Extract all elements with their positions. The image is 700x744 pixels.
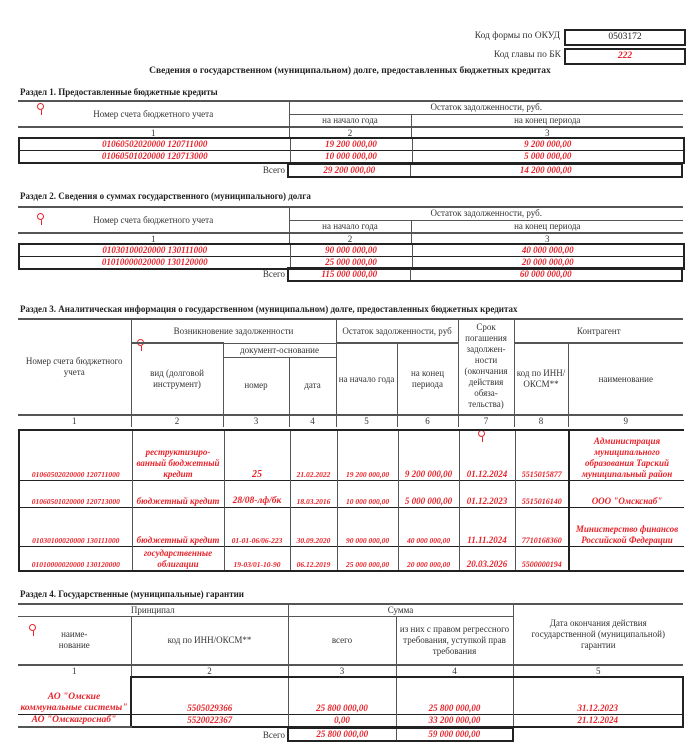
col-num: 1 xyxy=(18,233,289,245)
section4-data xyxy=(18,676,684,728)
section1-data xyxy=(18,137,685,164)
term-cell[interactable]: 01.12.2023 xyxy=(459,480,515,507)
col-num: 3 xyxy=(411,233,683,245)
col-num: 4 xyxy=(289,415,336,427)
table-row xyxy=(19,507,684,546)
end-date-cell[interactable]: 31.12.2023 xyxy=(513,677,683,714)
section1-total xyxy=(287,163,683,178)
col-account-header: Номер счета бюджетного учета xyxy=(18,101,289,127)
principal-name-cell[interactable]: АО "Омские коммунальные системы" xyxy=(20,691,128,713)
okud-label: Код формы по ОКУД xyxy=(474,31,560,41)
section3-data xyxy=(18,429,684,572)
end-cell[interactable]: 20 000 000,00 xyxy=(398,546,459,571)
col-date-header: дата xyxy=(289,357,336,415)
col-num: 2 xyxy=(289,127,411,139)
col-account-header: Номер счета бюджетного учета xyxy=(18,207,289,233)
section4-table xyxy=(18,603,683,677)
account-cell[interactable]: 01010000020000 130120000 xyxy=(101,257,208,267)
inn-cell[interactable]: 5500000194 xyxy=(515,546,569,571)
col-counterparty-header: Контрагент xyxy=(514,319,683,343)
account-cell[interactable]: 01060502020000 120711000 xyxy=(19,430,132,480)
table-row xyxy=(19,546,684,571)
end-cell[interactable]: 40 000 000,00 xyxy=(412,244,684,257)
col-num: 3 xyxy=(223,415,289,427)
start-cell[interactable]: 25 000 000,00 xyxy=(337,546,398,571)
end-cell[interactable]: 40 000 000,00 xyxy=(398,507,459,546)
col-num: 2 xyxy=(289,233,411,245)
col-num: 6 xyxy=(397,415,458,427)
total-label: Всего xyxy=(262,730,285,740)
okud-code-field[interactable]: 0503172 xyxy=(564,29,686,46)
section2-table xyxy=(18,206,683,245)
total-regress-cell[interactable]: 59 000 000,00 xyxy=(396,728,513,741)
table-row xyxy=(18,714,683,727)
total-cell[interactable]: 25 800 000,00 xyxy=(288,677,396,714)
total-label: Всего xyxy=(262,165,285,175)
end-cell[interactable]: 5 000 000,00 xyxy=(412,151,684,164)
term-cell[interactable]: 11.11.2024 xyxy=(459,507,515,546)
col-name-header: наименование xyxy=(568,343,683,415)
col-num: 2 xyxy=(131,665,288,677)
col-num: 3 xyxy=(411,127,683,139)
col-num: 1 xyxy=(18,415,131,427)
col-name-header: наиме-нование xyxy=(18,617,131,665)
number-cell[interactable]: 25 xyxy=(224,430,290,480)
total-label: Всего xyxy=(262,269,285,279)
start-cell[interactable]: 10 000 000,00 xyxy=(290,151,412,164)
type-cell[interactable]: реструктизиро-ванный бюджетный кредит xyxy=(132,430,224,480)
col-end-header: на конец периода xyxy=(397,343,458,415)
term-cell[interactable]: 01.12.2024 xyxy=(459,430,515,480)
end-cell[interactable]: 9 200 000,00 xyxy=(398,430,459,480)
col-regress-header: из них с правом регрессного требования, уступкой прав требования xyxy=(396,617,513,665)
account-cell[interactable]: 01060502020000 120711000 xyxy=(102,139,208,149)
col-inn-header: код по ИНН/ОКСМ** xyxy=(131,617,288,665)
number-cell[interactable]: 01-01-06/06-223 xyxy=(224,507,290,546)
section4-title: Раздел 4. Государственные (муниципальные) гарантии xyxy=(20,589,244,599)
col-end-header: на конец периода xyxy=(411,220,683,233)
start-cell[interactable]: 90 000 000,00 xyxy=(337,507,398,546)
account-cell[interactable]: 01030100020000 130111000 xyxy=(19,507,132,546)
total-start-cell[interactable]: 115 000 000,00 xyxy=(321,269,378,279)
account-cell[interactable]: 01010000020000 130120000 xyxy=(19,546,132,571)
table-row xyxy=(19,480,684,507)
col-num: 3 xyxy=(288,665,396,677)
col-inn-header: код по ИНН/ ОКСМ** xyxy=(514,343,568,415)
total-start-cell[interactable]: 29 200 000,00 xyxy=(323,165,376,175)
counterparty-cell[interactable] xyxy=(569,546,684,571)
counterparty-cell[interactable]: Министерство финансов Российской Федерации xyxy=(575,523,679,545)
col-num: 7 xyxy=(458,415,514,427)
end-date-cell[interactable]: 21.12.2024 xyxy=(513,714,683,727)
inn-cell[interactable]: 5515016140 xyxy=(515,480,569,507)
inn-cell[interactable]: 5505029366 xyxy=(131,677,288,714)
glava-code-field[interactable]: 222 xyxy=(564,48,686,65)
col-type-header: вид (долговой инструмент) xyxy=(131,343,223,415)
col-num: 8 xyxy=(514,415,568,427)
term-cell[interactable]: 20.03.2026 xyxy=(459,546,515,571)
end-cell[interactable]: 5 000 000,00 xyxy=(398,480,459,507)
col-total-header: всего xyxy=(288,617,396,665)
glava-label: Код главы по БК xyxy=(493,50,561,60)
section1-title: Раздел 1. Предоставленные бюджетные кредиты xyxy=(20,87,218,97)
col-doc-header: документ-основание xyxy=(223,343,336,357)
total-end-cell[interactable]: 14 200 000,00 xyxy=(410,164,682,177)
section2-title: Раздел 2. Сведения о суммах государственного (муниципального) долга xyxy=(20,191,311,201)
table-row xyxy=(19,138,684,151)
start-cell[interactable]: 19 200 000,00 xyxy=(290,138,412,151)
inn-cell[interactable]: 5515015877 xyxy=(515,430,569,480)
counterparty-cell[interactable]: Администрация муниципального образования Тарский муниципальный район xyxy=(581,435,673,479)
col-balance-header: Остаток задолженности, руб xyxy=(336,319,458,343)
col-start-header: на начало года xyxy=(289,220,411,233)
col-num: 9 xyxy=(568,415,683,427)
section2-total xyxy=(287,267,683,282)
type-cell[interactable]: бюджетный кредит xyxy=(132,480,224,507)
start-cell[interactable]: 25 000 000,00 xyxy=(290,257,412,270)
section1-table xyxy=(18,100,683,139)
number-cell[interactable]: 28/08-лф/бк xyxy=(224,480,290,507)
page-title: Сведения о государственном (муниципальном) долге, предоставленных бюджетных кредитах xyxy=(149,66,551,76)
col-start-header: на начало года xyxy=(289,114,411,127)
section2-data xyxy=(18,243,685,270)
regress-cell[interactable]: 25 800 000,00 xyxy=(396,677,513,714)
account-cell[interactable]: 01060501020000 120713000 xyxy=(101,151,208,161)
table-row xyxy=(19,151,684,164)
col-account-header: Номер счета бюджетного учета xyxy=(18,319,131,415)
table-row xyxy=(19,244,684,257)
date-cell[interactable]: 30.09.2020 xyxy=(290,507,337,546)
type-cell[interactable]: государственные облигации xyxy=(132,546,224,571)
end-cell[interactable]: 20 000 000,00 xyxy=(412,257,684,270)
account-cell[interactable]: 01060501020000 120713000 xyxy=(19,480,132,507)
col-num: 1 xyxy=(18,665,131,677)
end-cell[interactable]: 9 200 000,00 xyxy=(412,138,684,151)
col-term-header: Срок погашения задолжен-ности (окончания действия обяза-тельства) xyxy=(458,319,514,415)
col-number-header: номер xyxy=(223,357,289,415)
col-balance-header: Остаток задолженности, руб. xyxy=(289,207,683,220)
table-row xyxy=(19,430,684,480)
col-num: 5 xyxy=(513,665,683,677)
date-cell[interactable]: 06.12.2019 xyxy=(290,546,337,571)
account-cell[interactable]: 01030100020000 130111000 xyxy=(102,245,208,255)
col-sum-header: Сумма xyxy=(288,604,513,617)
start-cell[interactable]: 10 000 000,00 xyxy=(337,480,398,507)
col-start-header: на начало года xyxy=(336,343,397,415)
start-cell[interactable]: 19 200 000,00 xyxy=(337,430,398,480)
col-num: 4 xyxy=(396,665,513,677)
col-num: 5 xyxy=(336,415,397,427)
date-cell[interactable]: 18.03.2016 xyxy=(290,480,337,507)
section4-total xyxy=(287,727,514,742)
inn-cell[interactable]: 5520022367 xyxy=(131,714,288,727)
start-cell[interactable]: 90 000 000,00 xyxy=(290,244,412,257)
total-end-cell[interactable]: 60 000 000,00 xyxy=(410,268,682,281)
col-date-header: Дата окончания действия государственной (муниципальной) гарантии xyxy=(513,604,683,665)
section3-table xyxy=(18,318,683,427)
col-end-header: на конец периода xyxy=(411,114,683,127)
principal-name-cell[interactable]: АО "Омскагроснаб" xyxy=(18,714,131,727)
col-origin-header: Возникновение задолженности xyxy=(131,319,336,343)
type-cell[interactable]: бюджетный кредит xyxy=(132,507,224,546)
number-cell[interactable]: 19-03/01-10-90 xyxy=(224,546,290,571)
counterparty-cell[interactable]: ООО "Омскснаб" xyxy=(591,495,663,506)
inn-cell[interactable]: 7710168360 xyxy=(515,507,569,546)
table-row xyxy=(18,677,683,714)
col-num: 2 xyxy=(131,415,223,427)
date-cell[interactable]: 21.02.2022 xyxy=(290,430,337,480)
total-cell[interactable]: 0,00 xyxy=(288,714,396,727)
regress-cell[interactable]: 33 200 000,00 xyxy=(396,714,513,727)
col-principal-header: Принципал xyxy=(18,604,288,617)
col-balance-header: Остаток задолженности, руб. xyxy=(289,101,683,114)
section3-title: Раздел 3. Аналитическая информация о государственном (муниципальном) долге, предоставленных бюджетных кредитах xyxy=(20,304,518,314)
col-num: 1 xyxy=(18,127,289,139)
total-total-cell[interactable]: 25 800 000,00 xyxy=(316,729,369,739)
